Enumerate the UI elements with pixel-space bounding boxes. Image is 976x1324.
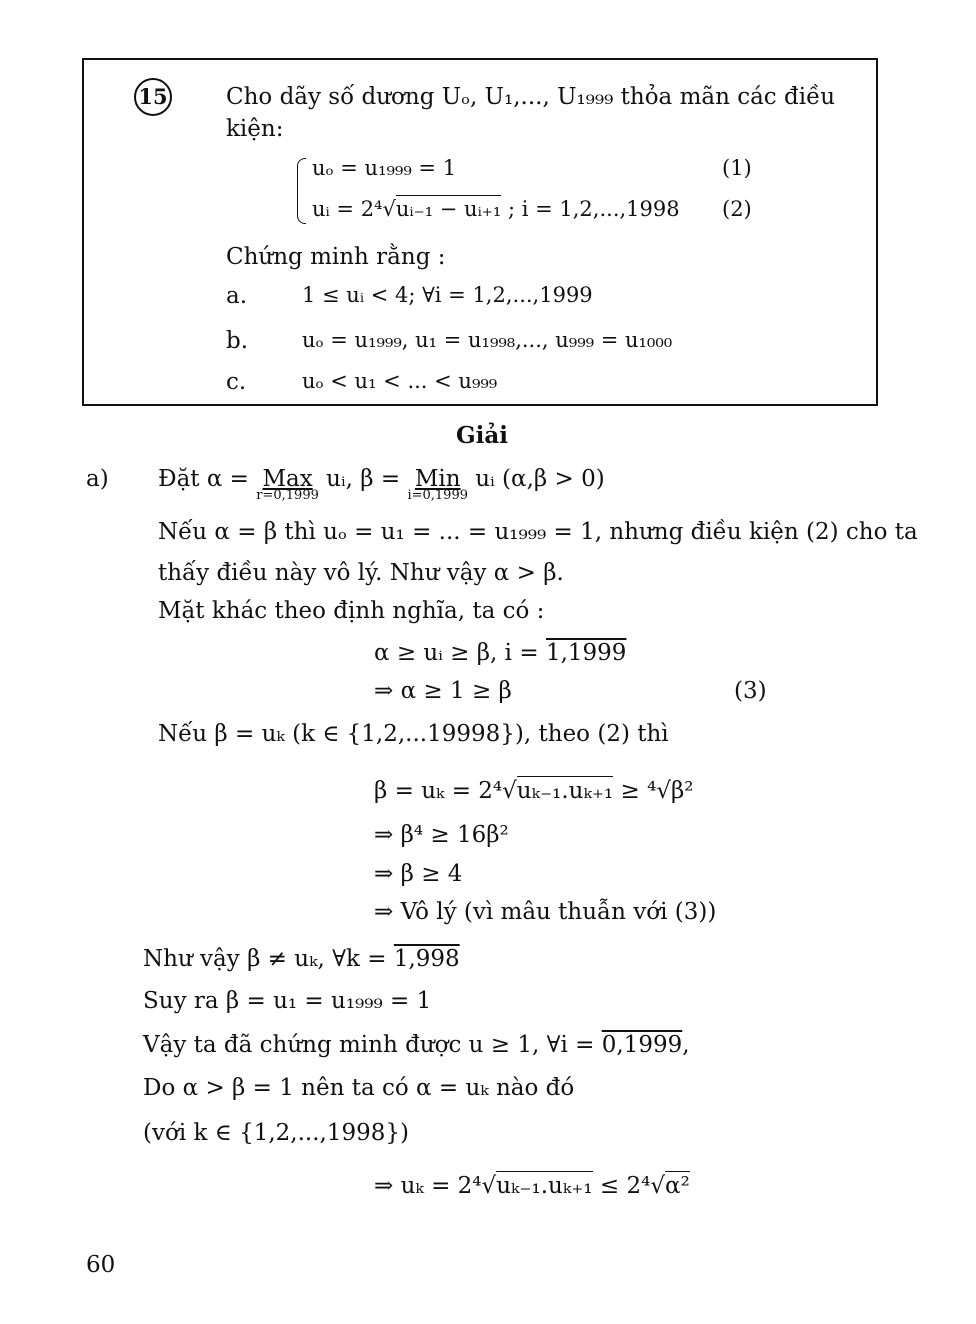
absurd-line: thấy điều này vô lý. Như vậy α > β.	[158, 560, 564, 586]
system-equation-2-radicand: uᵢ₋₁ − uᵢ₊₁	[395, 197, 502, 221]
system-equation-2-tail: ; i = 1,2,...,1998	[501, 197, 680, 221]
max-operator	[256, 466, 319, 503]
definition-beta: uᵢ, β =	[318, 466, 408, 492]
thus-text: Như vậy β ≠ uₖ, ∀k =	[143, 946, 394, 972]
system-brace	[297, 158, 306, 224]
contradiction-line: ⇒ Vô lý (vì mâu thuẫn với (3))	[374, 899, 717, 925]
system-equation-2-tag: (2)	[722, 197, 752, 221]
min-subscript: i=0,1999	[407, 488, 468, 503]
final-radicand-2: α²	[665, 1173, 690, 1199]
prove-heading: Chứng minh rằng :	[226, 244, 446, 270]
definition-line	[158, 466, 605, 503]
inequality-2-tag: (3)	[734, 678, 767, 704]
by-definition-line: Mặt khác theo định nghĩa, ta có :	[158, 598, 545, 624]
thus-line	[143, 946, 460, 972]
item-a-label: a.	[226, 283, 248, 309]
max-subscript: r=0,1999	[256, 488, 319, 503]
if-beta-line: Nếu β = uₖ (k ∈ {1,2,...19998}), theo (2) thì	[158, 721, 669, 747]
inequality-1-text: α ≥ uᵢ ≥ β, i =	[374, 640, 546, 666]
beta-ge-four: ⇒ β ≥ 4	[374, 861, 463, 887]
proved-line	[143, 1032, 690, 1058]
hence-line: Suy ra β = u₁ = u₁₉₉₉ = 1	[143, 988, 432, 1014]
inequality-1-range: 1,1999	[545, 640, 627, 666]
min-word: Min	[414, 466, 461, 492]
inequality-1	[374, 640, 626, 666]
part-a-label: a)	[86, 466, 109, 492]
system-equation-1-tag: (1)	[722, 156, 752, 180]
final-inequality	[374, 1173, 690, 1199]
beta-equation-radicand: uₖ₋₁.uₖ₊₁	[516, 778, 614, 804]
item-b-text: uₒ = u₁₉₉₉, u₁ = u₁₉₉₈,..., u₉₉₉ = u₁₀₀₀	[302, 328, 673, 352]
min-operator	[407, 466, 468, 503]
final-radicand: uₖ₋₁.uₖ₊₁	[496, 1173, 593, 1199]
proved-text: Vậy ta đã chứng minh được u ≥ 1, ∀i =	[143, 1032, 602, 1058]
item-a-text: 1 ≤ uᵢ < 4; ∀i = 1,2,...,1999	[302, 283, 593, 307]
if-equal-line: Nếu α = β thì uₒ = u₁ = ... = u₁₉₉₉ = 1, nhưng điều kiện (2) cho ta	[158, 519, 918, 545]
page-number: 60	[86, 1252, 116, 1278]
proved-range: 0,1999	[601, 1032, 683, 1058]
beta-equation-rhs: ≥ ⁴√β²	[613, 778, 694, 804]
beta-equation-lhs: β = uₖ = 2⁴√	[374, 778, 517, 804]
final-middle: ≤ 2⁴√	[592, 1173, 666, 1199]
with-k-line: (với k ∈ {1,2,...,1998})	[143, 1120, 409, 1146]
since-line: Do α > β = 1 nên ta có α = uₖ nào đó	[143, 1075, 575, 1101]
system-equation-2	[312, 197, 680, 221]
system-equation-1: uₒ = u₁₉₉₉ = 1	[312, 156, 457, 180]
definition-condition: uᵢ (α,β > 0)	[468, 466, 605, 492]
thus-range: 1,998	[393, 946, 460, 972]
item-c-text: uₒ < u₁ < ... < u₉₉₉	[302, 369, 498, 393]
item-b-label: b.	[226, 328, 249, 354]
beta-equation	[374, 778, 694, 804]
problem-box	[82, 58, 878, 406]
problem-number: 15	[134, 78, 172, 116]
solution-heading: Giải	[456, 422, 509, 449]
final-lhs: ⇒ uₖ = 2⁴√	[374, 1173, 497, 1199]
inequality-2: ⇒ α ≥ 1 ≥ β	[374, 678, 512, 704]
max-word: Max	[262, 466, 313, 492]
problem-statement-line2: kiện:	[226, 116, 284, 142]
proved-comma: ,	[682, 1032, 690, 1058]
beta-fourth-power: ⇒ β⁴ ≥ 16β²	[374, 822, 509, 848]
definition-alpha: Đặt α =	[158, 466, 257, 492]
system-equation-2-lhs: uᵢ = 2⁴√	[312, 197, 396, 221]
item-c-label: c.	[226, 369, 247, 395]
problem-statement-line1: Cho dãy số dương Uₒ, U₁,..., U₁₉₉₉ thỏa mãn các điều	[226, 84, 836, 110]
